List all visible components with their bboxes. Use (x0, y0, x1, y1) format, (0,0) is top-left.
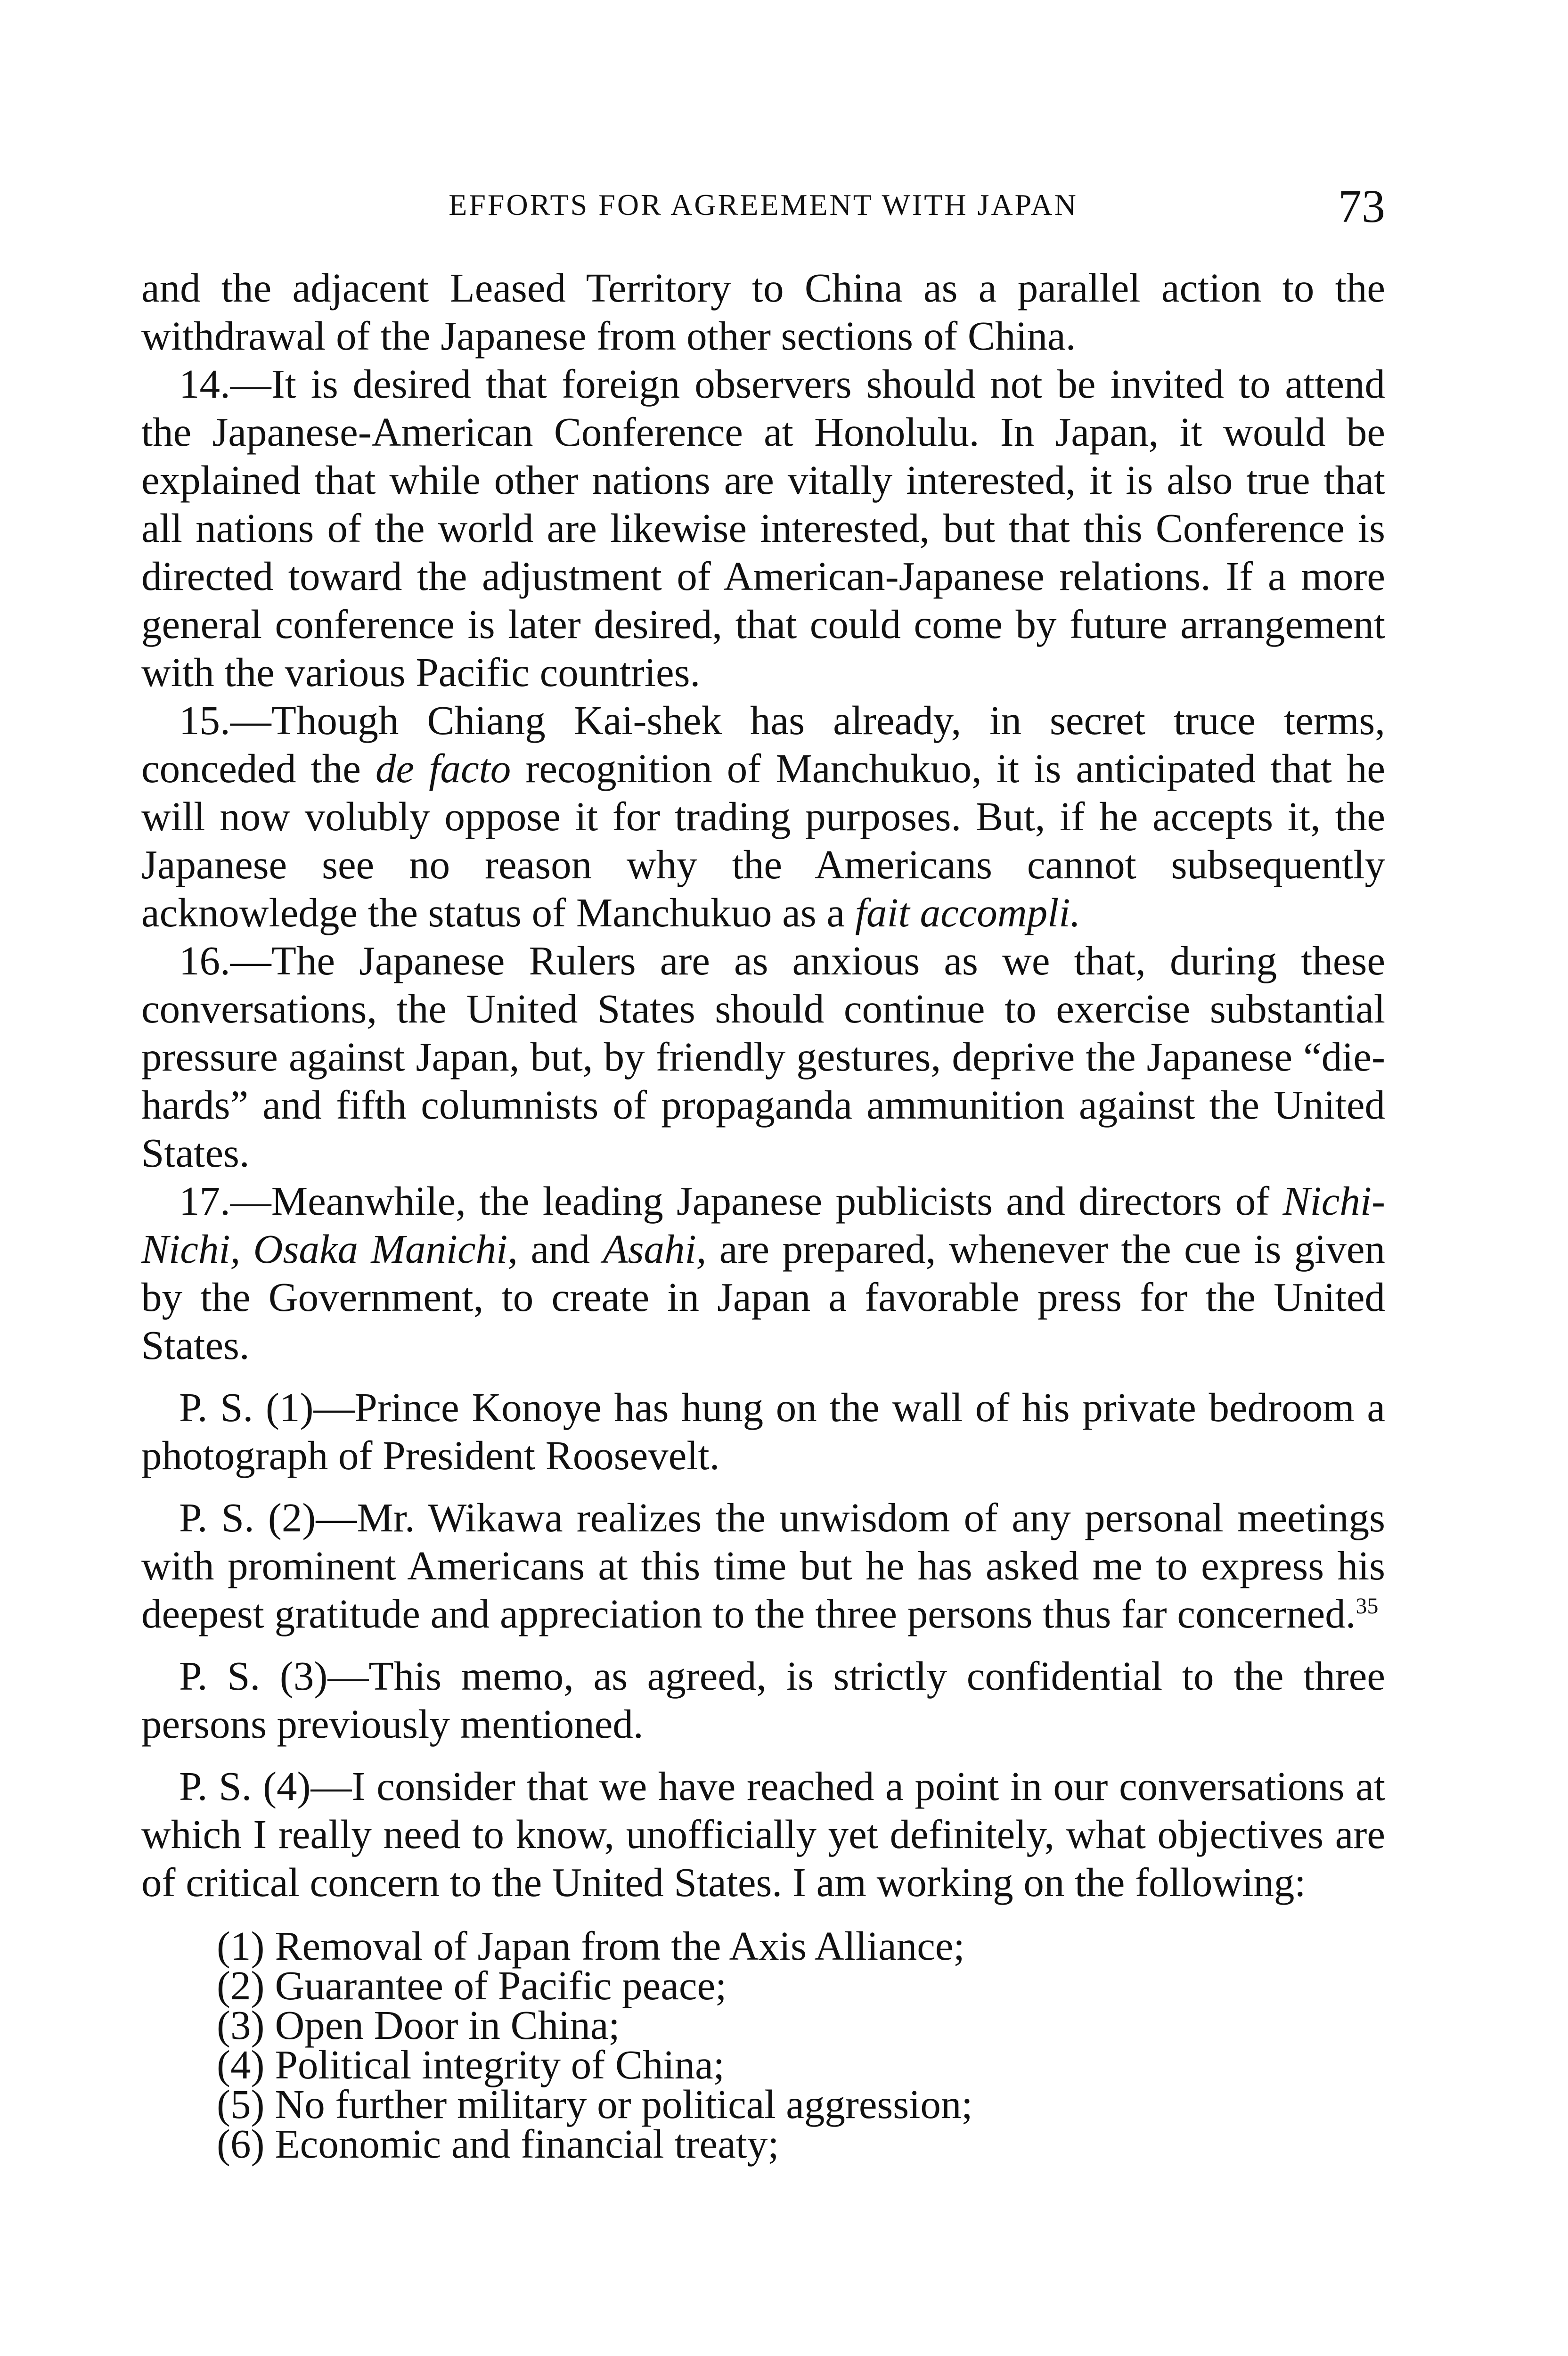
list-item-number: (2) (217, 1963, 265, 2008)
paragraph-15-italic-fait-accompli: fait accompli. (855, 890, 1081, 935)
list-item (217, 1963, 1385, 2008)
paragraph-17-italic-nichi-nichi: Nichi-Nichi, (141, 1178, 1385, 1272)
list-item-text: Open Door in China; (275, 2002, 620, 2048)
list-item-number: (1) (217, 1923, 265, 1969)
paragraph-17-text-g: are prepared, whenever the cue is given by the Government, to create in Japan a favorable press for the United States. (141, 1226, 1385, 1368)
paragraph-15-text-a: 15.—Though Chiang Kai-shek has already, in secret truce terms, conceded the (141, 697, 1385, 791)
list-item (217, 2081, 1385, 2127)
list-item-text: No further military or political aggression; (275, 2081, 973, 2127)
postscript-2 (141, 1494, 1385, 1638)
list-item (217, 2002, 1385, 2048)
page-header (141, 179, 1385, 240)
postscript-1: P. S. (1)—Prince Konoye has hung on the wall of his private bedroom a photograph of President Roosevelt. (141, 1384, 1385, 1478)
footnote-reference-35: 35 (1356, 1594, 1379, 1619)
postscript-4: P. S. (4)—I consider that we have reached a point in our conversations at which I really need to know, unofficially yet definitely, what objectives are of critical concern to the United States. I am working on the following: (141, 1763, 1385, 1905)
paragraph-15-italic-de-facto: de facto (376, 745, 511, 791)
body-text (141, 264, 1385, 2167)
paragraph-17-text-a: 17.—Meanwhile, the leading Japanese publicists and directors of (179, 1178, 1283, 1224)
list-item-text: Economic and financial treaty; (275, 2121, 779, 2167)
paragraph-15 (141, 696, 1385, 937)
postscript-2-text: P. S. (2)—Mr. Wikawa realizes the unwisdom of any personal meetings with prominent Americans at this time but he has asked me to express his deepest gratitude and appreciation to the three persons thus far concerned. (141, 1495, 1385, 1636)
list-item-number: (6) (217, 2121, 265, 2167)
list-item-number: (3) (217, 2002, 265, 2048)
paragraph-17-italic-asahi: Asahi, (603, 1226, 707, 1272)
list-item (217, 2042, 1385, 2087)
paragraph-continuation: and the adjacent Leased Territory to China as a parallel action to the withdrawal of the Japanese from other sections of China. (141, 265, 1385, 359)
list-item-number: (4) (217, 2042, 265, 2087)
running-head: EFFORTS FOR AGREEMENT WITH JAPAN (449, 188, 1078, 221)
page-number: 73 (1338, 180, 1385, 232)
paragraph-17-text-e: and (518, 1226, 603, 1272)
paragraph-17-italic-osaka-manichi: Osaka Manichi, (253, 1226, 518, 1272)
list-item (217, 1923, 1385, 1969)
list-item-number: (5) (217, 2081, 265, 2127)
objectives-list (217, 1923, 1385, 2167)
postscript-3: P. S. (3)—This memo, as agreed, is strictly confidential to the three persons previously mentioned. (141, 1653, 1385, 1747)
list-item-text: Guarantee of Pacific peace; (275, 1963, 727, 2008)
paragraph-14: 14.—It is desired that foreign observers should not be invited to attend the Japanese-American Conference at Honolulu. In Japan, it would be explained that while other nations are vitally interested, it is also true that all nations of the world are likewise interested, but that this Conference is directed toward the adjustment of American-Japanese relations. If a more general conference is later desired, that could come by future arrangement with the various Pacific countries. (141, 361, 1385, 695)
list-item-text: Removal of Japan from the Axis Alliance; (275, 1923, 965, 1969)
list-item-text: Political integrity of China; (275, 2042, 725, 2087)
paragraph-16: 16.—The Japanese Rulers are as anxious as we that, during these conversations, the United States should continue to exercise substantial pressure against Japan, but, by friendly gestures, deprive the Japanese “die-hards” and fifth columnists of propaganda ammunition against the United States. (141, 938, 1385, 1176)
paragraph-17-text-c (240, 1226, 253, 1272)
list-item (217, 2121, 1385, 2167)
paragraph-17 (141, 1177, 1385, 1369)
paragraph-15-text-c: recognition of Manchukuo, it is anticipated that he will now volubly oppose it for trading purposes. But, if he accepts it, the Japanese see no reason why the Americans cannot subsequently acknowledge the status of Manchukuo as a (141, 745, 1385, 935)
